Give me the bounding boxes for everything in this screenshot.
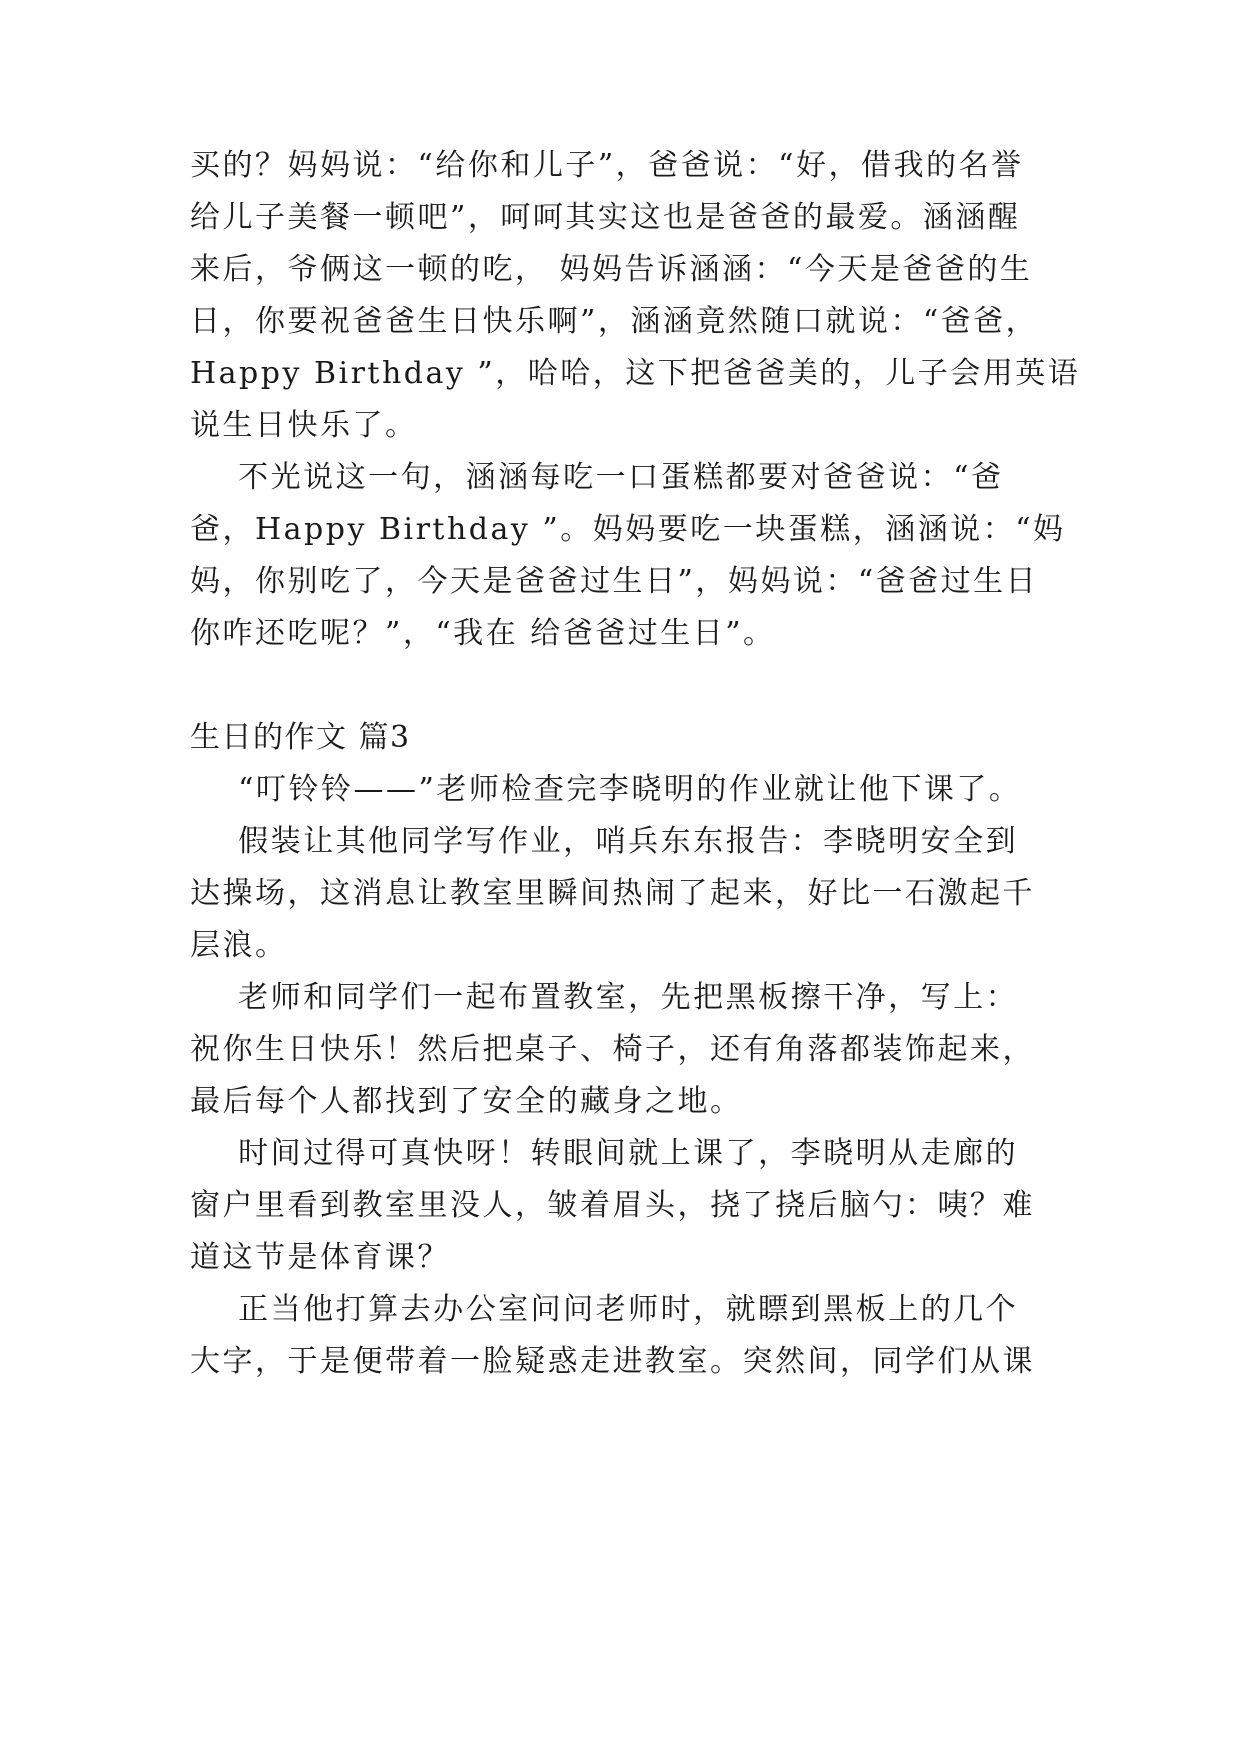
paragraph-line: 爸，Happy Birthday ”。妈妈要吃一块蛋糕，涵涵说：“妈 — [190, 512, 1066, 547]
paragraph-line: 你咋还吃呢？”，“我在 给爸爸过生日”。 — [190, 616, 776, 651]
paragraph-line: 妈，你别吃了，今天是爸爸过生日”，妈妈说：“爸爸过生日 — [190, 564, 1039, 599]
paragraph-line: 给儿子美餐一顿吧”，呵呵其实这也是爸爸的最爱。涵涵醒 — [190, 200, 1021, 235]
paragraph-line: Happy Birthday ”，哈哈，这下把爸爸美的，儿子会用英语 — [190, 356, 1081, 391]
paragraph-line: 正当他打算去办公室问问老师时，就瞟到黑板上的几个 — [190, 1292, 1019, 1327]
paragraph-line: 大字，于是便带着一脸疑惑走进教室。突然间，同学们从课 — [190, 1344, 1035, 1379]
paragraph-line: 窗户里看到教室里没人，皱着眉头，挠了挠后脑勺：咦？难 — [190, 1188, 1035, 1223]
paragraph-line: 达操场，这消息让教室里瞬间热闹了起来，好比一石激起千 — [190, 876, 1035, 911]
paragraph-line: 时间过得可真快呀！转眼间就上课了，李晓明从走廊的 — [190, 1136, 1019, 1171]
paragraph-line: “叮铃铃——”老师检查完李晓明的作业就让他下课了。 — [190, 772, 1022, 807]
paragraph-line: 说生日快乐了。 — [190, 408, 418, 443]
paragraph-line: 层浪。 — [190, 928, 288, 963]
paragraph-line: 老师和同学们一起布置教室，先把黑板擦干净，写上： — [190, 980, 1019, 1015]
paragraph-line: 假装让其他同学写作业，哨兵东东报告：李晓明安全到 — [190, 824, 1019, 859]
section-heading: 生日的作文 篇3 — [190, 720, 411, 755]
paragraph-line: 日，你要祝爸爸生日快乐啊”，涵涵竟然随口就说：“爸爸， — [190, 304, 1039, 339]
paragraph-line: 买的？妈妈说：“给你和儿子”，爸爸说：“好，借我的名誉 — [190, 148, 1024, 183]
paragraph-line: 最后每个人都找到了安全的藏身之地。 — [190, 1084, 743, 1119]
paragraph-line: 道这节是体育课？ — [190, 1240, 450, 1275]
paragraph-line: 不光说这一句，涵涵每吃一口蛋糕都要对爸爸说：“爸 — [190, 460, 1004, 495]
paragraph-line: 祝你生日快乐！然后把桌子、椅子，还有角落都装饰起来， — [190, 1032, 1035, 1067]
paragraph-line: 来后，爷俩这一顿的吃， 妈妈告诉涵涵：“今天是爸爸的生 — [190, 252, 1033, 287]
